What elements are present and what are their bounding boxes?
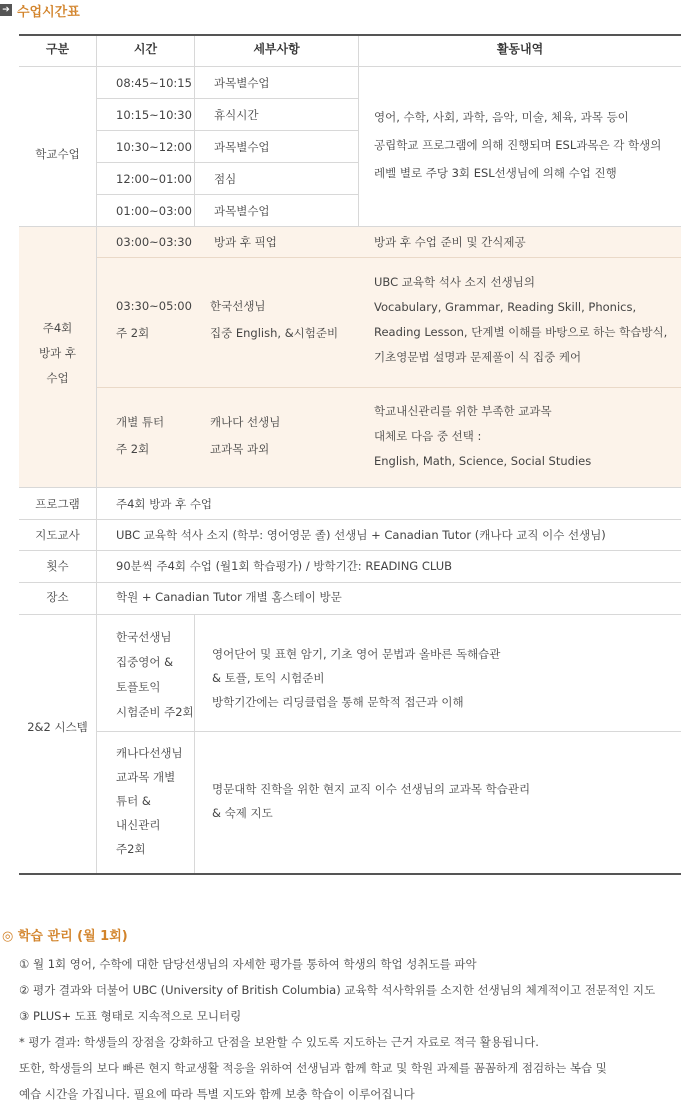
management-line-3: ③ PLUS+ 도표 형태로 지속적으로 모니터링 [19, 1009, 242, 1023]
after-activity-3b: 대체로 다음 중 선택 : [374, 429, 482, 443]
info-label-count: 횟수 [46, 559, 69, 573]
row-line [19, 614, 681, 615]
school-detail-2: 휴식시간 [214, 108, 259, 122]
system-left-1b: 집중영어 & [116, 655, 174, 669]
header-bottom-line [19, 66, 681, 67]
management-line-1: ① 월 1회 영어, 수학에 대한 담당선생님의 자세한 평가를 통하여 학생의 학업 성취도를 파악 [19, 957, 477, 971]
info-label-teacher: 지도교사 [35, 528, 80, 542]
row-line [19, 519, 681, 520]
divider [96, 615, 97, 874]
divider [194, 36, 195, 66]
school-time-1: 08:45~10:15 [116, 76, 192, 90]
row-line [97, 257, 681, 258]
after-time-3a: 개별 튜터 [116, 415, 165, 429]
school-time-2: 10:15~10:30 [116, 108, 192, 122]
after-detail-1: 방과 후 픽업 [214, 235, 277, 249]
management-line-6: 예습 시간을 가집니다. 필요에 따라 특별 지도와 함께 보충 학습이 이루어집니다 [19, 1087, 415, 1101]
system-left-2b: 교과목 개별 [116, 770, 176, 784]
divider [96, 488, 97, 615]
after-detail-3b: 교과목 과외 [210, 442, 270, 456]
system-desc-1c: 방학기간에는 리딩클럽을 통해 문학적 접근과 이해 [212, 695, 464, 709]
school-activity-1: 영어, 수학, 사회, 과학, 음악, 미술, 체육, 과목 등이 [374, 110, 629, 124]
divider [194, 66, 195, 226]
school-time-3: 10:30~12:00 [116, 140, 192, 154]
category-school: 학교수업 [35, 147, 80, 161]
table-bottom-line [19, 873, 681, 875]
after-activity-2a: UBC 교육학 석사 소지 선생님의 [374, 275, 535, 289]
divider [358, 66, 359, 226]
section-title: 수업시간표 [17, 4, 80, 20]
category-system: 2&2 시스템 [27, 720, 88, 734]
divider [194, 615, 195, 874]
category-after-1: 주4회 [42, 321, 73, 335]
school-time-4: 12:00~01:00 [116, 172, 192, 186]
system-left-2a: 캐나다선생님 [116, 746, 183, 760]
management-line-2: ② 평가 결과와 더불어 UBC (University of British Columbia) 교육학 석사학위를 소지한 선생님의 체계적이고 전문적인 지도 [19, 983, 656, 997]
divider [96, 36, 97, 66]
system-desc-2b: & 숙제 지도 [212, 806, 273, 820]
after-detail-2b: 집중 English, &시험준비 [210, 326, 339, 340]
section-line [19, 487, 681, 488]
row-line [19, 582, 681, 583]
info-value-place: 학원 + Canadian Tutor 개별 홈스테이 방문 [116, 590, 342, 604]
row-line [97, 194, 358, 195]
info-label-place: 장소 [46, 590, 69, 604]
section-line [19, 226, 681, 227]
management-title: ◎ 학습 관리 (월 1회) [2, 929, 128, 944]
category-after-2: 방과 후 [39, 346, 76, 360]
header-time: 시간 [133, 42, 158, 56]
after-activity-2c: Reading Lesson, 단계별 이해를 바탕으로 하는 학습방식, [374, 325, 668, 339]
section-header [0, 0, 80, 20]
divider [96, 227, 97, 487]
table-top-line [19, 34, 681, 36]
row-line [97, 387, 681, 388]
row-line [19, 550, 681, 551]
header-category: 구분 [45, 42, 70, 56]
header-activity: 활동내역 [496, 42, 544, 56]
management-line-4: * 평가 결과: 학생들의 장점을 강화하고 단점을 보완할 수 있도록 지도하는 근거 자료로 적극 활용됩니다. [19, 1035, 539, 1049]
system-left-2d: 내신관리 [116, 818, 161, 832]
after-time-2b: 주 2회 [116, 326, 150, 340]
system-desc-1a: 영어단어 및 표현 암기, 기초 영어 문법과 올바른 독해습관 [212, 647, 501, 661]
management-line-5: 또한, 학생들의 보다 빠른 현지 학교생활 적응을 위하여 선생님과 함께 학교 및 학원 과제를 꼼꼼하게 점검하는 복습 및 [19, 1061, 607, 1075]
arrow-icon: ➔ [0, 4, 12, 16]
after-detail-2a: 한국선생님 [210, 299, 266, 313]
after-time-1: 03:00~03:30 [116, 235, 192, 249]
system-left-1c: 토플토익 [116, 680, 161, 694]
system-left-2e: 주2회 [116, 842, 146, 856]
school-time-5: 01:00~03:00 [116, 204, 192, 218]
after-activity-2d: 기초영문법 설명과 문제풀이 식 집중 케어 [374, 350, 582, 364]
row-line [97, 731, 681, 732]
system-left-1d: 시험준비 주2회 [116, 705, 194, 719]
after-activity-2b: Vocabulary, Grammar, Reading Skill, Phonics, [374, 300, 637, 314]
after-detail-3a: 캐나다 선생님 [210, 415, 281, 429]
info-label-program: 프로그램 [35, 497, 80, 511]
divider [96, 66, 97, 226]
school-detail-4: 점심 [214, 172, 237, 186]
after-activity-3c: English, Math, Science, Social Studies [374, 454, 592, 468]
school-detail-1: 과목별수업 [214, 76, 270, 90]
info-value-program: 주4회 방과 후 수업 [116, 497, 213, 511]
system-desc-2a: 명문대학 진학을 위한 현지 교직 이수 선생님의 교과목 학습관리 [212, 782, 531, 796]
info-value-count: 90분씩 주4회 수업 (월1회 학습평가) / 방학기간: READING CLUB [116, 559, 453, 573]
system-desc-1b: & 토플, 토익 시험준비 [212, 671, 325, 685]
header-detail: 세부사항 [253, 42, 300, 56]
after-time-3b: 주 2회 [116, 442, 150, 456]
after-activity-3a: 학교내신관리를 위한 부족한 교과목 [374, 404, 552, 418]
category-after-3: 수업 [46, 371, 69, 385]
system-left-1a: 한국선생님 [116, 630, 172, 644]
info-value-teacher: UBC 교육학 석사 소지 (학부: 영어영문 졸) 선생님 + Canadian Tutor (캐나다 교직 이수 선생님) [116, 528, 606, 542]
after-activity-1: 방과 후 수업 준비 및 간식제공 [374, 235, 526, 249]
school-activity-2: 공립학교 프로그램에 의해 진행되며 ESL과목은 각 학생의 [374, 138, 662, 152]
school-activity-3: 레벨 별로 주당 3회 ESL선생님에 의해 수업 진행 [374, 166, 617, 180]
school-detail-5: 과목별수업 [214, 204, 270, 218]
school-detail-3: 과목별수업 [214, 140, 270, 154]
divider [358, 36, 359, 66]
row-line [97, 130, 358, 131]
after-time-2a: 03:30~05:00 [116, 299, 192, 313]
row-line [97, 162, 358, 163]
system-left-2c: 튜터 & [116, 794, 151, 808]
row-line [97, 98, 358, 99]
